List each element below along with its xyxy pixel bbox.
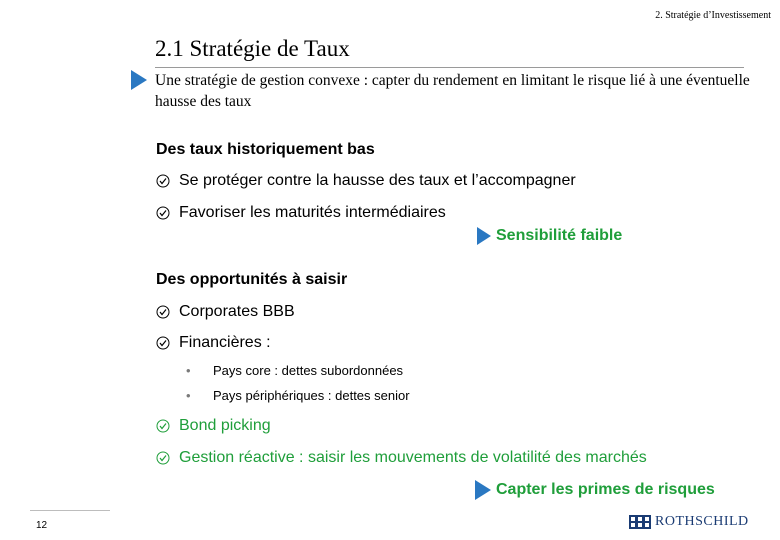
sub-list-item (186, 363, 403, 378)
callout-sensibilite (475, 225, 622, 247)
section-label: 2. Stratégie d’Investissement (655, 10, 771, 21)
title-divider (155, 67, 744, 68)
bullet-text: Financières : (179, 334, 271, 351)
bullet-text: Se protéger contre la hausse des taux et l’accompagner (179, 172, 576, 189)
bullet-dot: • (186, 388, 191, 403)
check-circle-icon (156, 419, 170, 433)
logo-text: ROTHSCHILD (655, 514, 749, 529)
list-item (156, 204, 446, 222)
callout-text: Sensibilité faible (496, 227, 623, 244)
bullet-dot: • (186, 363, 191, 378)
check-circle-icon (156, 336, 170, 350)
sub-bullet-text: Pays core : dettes subordonnées (213, 363, 404, 378)
check-circle-icon (156, 451, 170, 465)
section1-heading: Des taux historiquement bas (156, 141, 375, 158)
check-circle-icon (156, 174, 170, 188)
page-number: 12 (36, 520, 48, 531)
page-title: 2.1 Stratégie de Taux (155, 36, 350, 61)
list-item (156, 303, 295, 321)
check-circle-icon (156, 206, 170, 220)
intro-text: Une stratégie de gestion convexe : capter du rendement en limitant le risque lié à une éventuelle hausse des taux (155, 72, 750, 110)
list-item (156, 449, 647, 467)
check-circle-icon (156, 305, 170, 319)
list-item (156, 172, 576, 190)
list-item (156, 417, 271, 435)
blue-triangle-arrow-icon (129, 68, 149, 92)
sub-bullet-text: Pays périphériques : dettes senior (213, 388, 410, 403)
callout-text: Capter les primes de risques (496, 481, 715, 498)
blue-triangle-arrow-icon (473, 478, 493, 502)
bullet-text: Gestion réactive : saisir les mouvements de volatilité des marchés (179, 449, 647, 466)
list-item (156, 334, 271, 352)
bullet-text: Favoriser les maturités intermédiaires (179, 204, 446, 221)
footer-divider (30, 510, 110, 511)
sub-list-item (186, 388, 410, 403)
callout-primes (473, 478, 715, 502)
rothschild-logo (629, 514, 749, 530)
section2-heading: Des opportunités à saisir (156, 271, 348, 288)
bullet-text: Corporates BBB (179, 303, 295, 320)
bullet-text: Bond picking (179, 417, 271, 434)
logo-mark-icon (629, 515, 651, 529)
blue-triangle-arrow-icon (475, 225, 493, 247)
